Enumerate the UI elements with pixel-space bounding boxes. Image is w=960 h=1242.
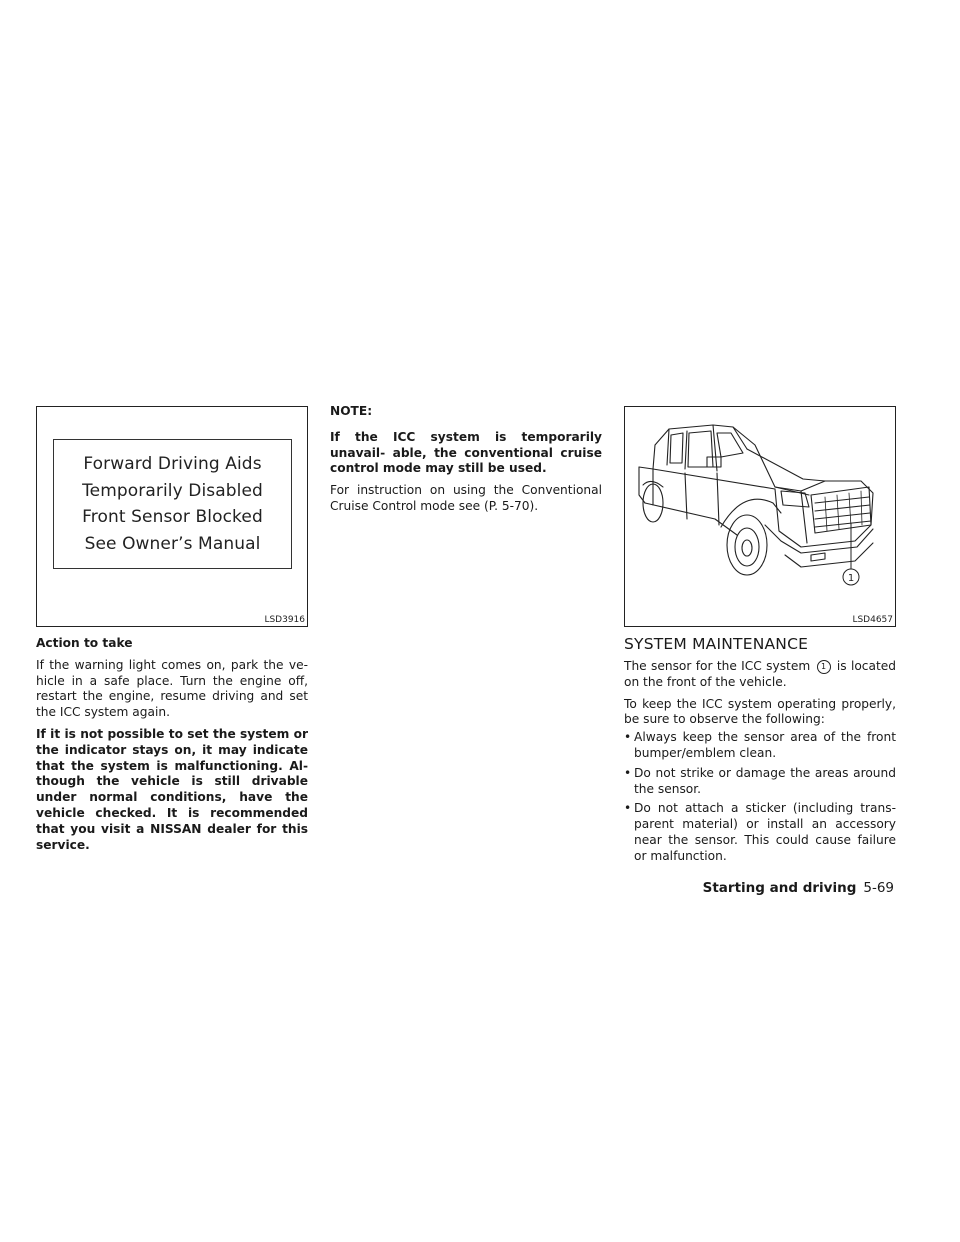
note-section xyxy=(330,404,602,515)
section-heading: SYSTEM MAINTENANCE xyxy=(624,635,809,653)
display-message-figure xyxy=(36,406,308,627)
action-paragraph-1: If the warning light comes on, park the ve- hicle in a safe place. Turn the engine off, restart the engine, resume driving and set the ICC system again. xyxy=(36,657,308,720)
maintenance-intro xyxy=(624,659,896,691)
maintenance-paragraph: To keep the ICC system operating properly, be sure to observe the following: xyxy=(624,696,896,727)
page-number: 5-69 xyxy=(863,880,894,896)
action-section xyxy=(36,636,308,853)
list-item xyxy=(624,730,896,762)
truck-figure xyxy=(624,406,896,627)
list-item-text: Always keep the sensor area of the front bumper/emblem clean. xyxy=(634,730,896,760)
bullet-marker: • xyxy=(624,801,632,816)
page-footer xyxy=(703,880,894,896)
callout-circle: 1 xyxy=(817,660,831,674)
figure-code: LSD4657 xyxy=(852,615,893,625)
note-paragraph: For instruction on using the Conventional Cruise Control mode see (P. 5-70). xyxy=(330,483,602,513)
callout-number: 1 xyxy=(847,573,855,584)
bullet-marker: • xyxy=(624,765,632,780)
list-item xyxy=(624,766,896,798)
list-item xyxy=(624,801,896,864)
display-line-1: Forward Driving Aids xyxy=(83,454,262,474)
maintenance-section xyxy=(624,635,896,869)
figure-code: LSD3916 xyxy=(264,615,305,625)
footer-section-title: Starting and driving xyxy=(702,880,857,896)
note-heading: NOTE: xyxy=(330,404,373,418)
note-bold-paragraph: If the ICC system is temporarily unavail- able, the conventional cruise control mode may still be used. xyxy=(330,429,602,476)
truck-illustration xyxy=(625,407,895,626)
action-paragraph-2: If it is not possible to set the system or the indicator stays on, it may indicate that the system is malfunctioning. Al- though the vehicle is still drivable under normal conditions, have the vehicle checked. It is recommended that you visit a NISSAN dealer for this service. xyxy=(36,726,308,852)
list-item-text: Do not attach a sticker (including trans- parent material) or install an accessory near the sensor. This could cause failure or malfunction. xyxy=(634,801,896,863)
display-line-3: Front Sensor Blocked xyxy=(82,507,263,527)
maintenance-list xyxy=(624,730,896,864)
display-line-2: Temporarily Disabled xyxy=(82,480,263,501)
bullet-marker: • xyxy=(624,730,632,745)
display-line-4: See Owner’s Manual xyxy=(84,533,261,554)
intro-text-pre: The sensor for the ICC system xyxy=(624,659,811,673)
action-heading: Action to take xyxy=(36,636,133,650)
list-item-text: Do not strike or damage the areas around the sensor. xyxy=(634,765,896,796)
intro-text-post: is located on the front of the vehicle. xyxy=(624,659,896,689)
display-screen xyxy=(53,439,292,569)
